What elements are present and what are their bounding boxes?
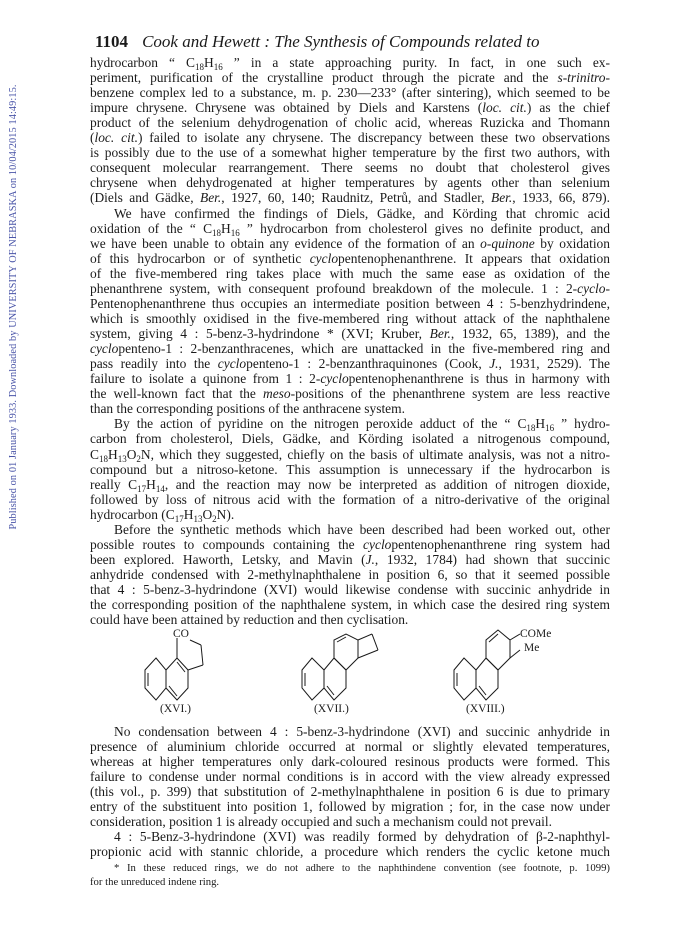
text-line: consideration, position 1 is already occupied and such a mechanism could not prevail.: [90, 814, 552, 829]
text-line: compound but a nitroso-ketone. This assumption is unnecessary if the hydrocarbon is: [90, 462, 610, 477]
download-watermark: Published on 01 January 1933. Downloaded by UNIVERSITY OF NEBRASKA on 10/04/2015 14:49:15.: [8, 84, 19, 530]
footnote-line: for the unreduced indene ring.: [90, 876, 220, 888]
structure-xvii: [282, 628, 392, 723]
text-line: impure chrysene. Chrysene was obtained by Diels and Karstens (loc. cit.) as the chief: [90, 100, 610, 115]
text-line: failure to condense under normal conditions is in accord with the view already expressed: [90, 769, 610, 784]
text-line: consequent molecular rearrangement. There seems no doubt that cholesterol gives: [90, 160, 610, 175]
structure-xviii-come: COMe: [520, 628, 552, 640]
text-line: pass readily into the cyclopenteno-1 : 2-benzanthraquinones (Cook, J., 1931, 2529). The: [90, 356, 610, 371]
structure-xviii: [440, 622, 600, 723]
text-line: benzene complex led to a substance, m. p. 230—233° (after sintering), which seemed to be: [90, 85, 610, 100]
structure-xvi-co: CO: [173, 628, 189, 640]
text-line: Pentenophenanthrene thus occupies an intermediate position between 4 : 5-benzhydrindene,: [90, 296, 610, 311]
text-line: (Diels and Gädke, Ber., 1927, 60, 140; Raudnitz, Petrů, and Stadler, Ber., 1933, 66, 879).: [90, 190, 610, 205]
text-line: cyclopenteno-1 : 2-benzanthracenes, which are unattacked in the five-membered ring and: [90, 341, 610, 356]
text-line: whereas at higher temperatures only dark-coloured resinous products were formed. This: [90, 754, 610, 769]
text-line: failure to isolate a quinone from 1 : 2-cyclopentenophenanthrene is thus in harmony with: [90, 371, 610, 386]
structure-xvii-label: (XVII.): [314, 703, 349, 715]
text-line: which is smoothly oxidised in the five-membered ring without attack of the naphthalene: [90, 311, 610, 326]
text-line: system, giving 4 : 5-benz-3-hydrindone * (XVI; Kruber, Ber., 1932, 65, 1389), and the: [90, 326, 610, 341]
structure-xvi-label: (XVI.): [160, 703, 191, 715]
text-line: the well-known fact that the meso-positions of the phenanthrene system are less reactive: [90, 386, 610, 401]
text-line: of the five-membered ring takes place with much the same ease as oxidation of the: [90, 266, 610, 281]
text-line: really $C_{17}H_{14}$, and the reaction may now be interpreted as addition of nitrogen dioxide,: [90, 477, 610, 494]
running-header: [95, 32, 625, 52]
structure-xviii-me: Me: [524, 642, 540, 654]
text-line: of this hydrocarbon or of synthetic cyclopentenophenanthrene. It appears that oxidation: [90, 251, 610, 266]
text-line: By the action of pyridine on the nitrogen peroxide adduct of the “ $C_{18}H_{16}$ ” hydro-: [114, 416, 611, 433]
text-line: (this vol., p. 399) that substitution of 2-methylnaphthalene in position 6 is due to primary: [90, 784, 610, 799]
text-line: oxidation of the “ $C_{18}H_{16}$ ” hydrocarbon from cholesterol gives no definite product, and: [90, 221, 610, 238]
text-line: (loc. cit.) failed to isolate any chrysene. The discrepancy between these two observations: [90, 130, 610, 145]
text-line: propionic acid with stannic chloride, a procedure which renders the cyclic ketone much: [90, 844, 610, 859]
text-line: followed by loss of nitrous acid with the formation of a nitro-derivative of the original: [90, 492, 610, 507]
text-line: carbon from cholesterol, Diels, Gädke, and Körding isolated a nitrogenous compound,: [90, 431, 610, 446]
text-line: No condensation between 4 : 5-benz-3-hydrindone (XVI) and succinic anhydride in: [114, 724, 610, 739]
text-line: been explored. Haworth, Letsky, and Mavin (J., 1932, 1784) had shown that succinic: [90, 552, 610, 567]
text-line: periment, purification of the crystalline product through the picrate and the s-trinitro-: [90, 70, 610, 85]
text-line: is possibly due to the use of a somewhat higher temperature by the first two authors, with: [90, 145, 610, 160]
running-title: Cook and Hewett : The Synthesis of Compounds related to: [142, 32, 540, 51]
text-line: that 4 : 5-benz-3-hydrindone (XVI) would likewise condense with succinic anhydride in: [90, 582, 610, 597]
text-line: $C_{18}H_{13}O_2N$, which they suggested, chiefly on the basis of ultimate analysis, was not a nitro-: [90, 447, 610, 464]
text-line: phenanthrene system, with consequent profound breakdown of the molecule. 1 : 2-cyclo-: [90, 281, 610, 296]
text-line: hydrocarbon “ $C_{18}H_{16}$ ” in a state approaching purity. In fact, in one such ex-: [90, 55, 610, 72]
text-line: 4 : 5-Benz-3-hydrindone (XVI) was readily formed by dehydration of β-2-naphthyl-: [114, 829, 610, 844]
text-line: presence of aluminium chloride occurred at normal or slightly elevated temperatures,: [90, 739, 610, 754]
text-line: we have been unable to obtain any evidence of the formation of an o-quinone by oxidation: [90, 236, 610, 251]
page-number: 1104: [95, 32, 129, 51]
text-line: than the corresponding positions of the anthracene system.: [90, 401, 405, 416]
text-line: the corresponding position of the naphthalene system, in which case the desired ring system: [90, 597, 610, 612]
structure-xviii-label: (XVIII.): [466, 703, 505, 715]
text-line: hydrocarbon $(C_{17}H_{13}O_2N)$.: [90, 507, 235, 524]
text-line: Before the synthetic methods which have been described had been worked out, other: [114, 522, 610, 537]
text-line: entry of the substituent into position 1, followed by migration ; for, in the case now under: [90, 799, 610, 814]
structure-xvi: [128, 628, 228, 723]
text-line: We have confirmed the findings of Diels, Gädke, and Körding that chromic acid: [114, 206, 610, 221]
text-line: product of the selenium dehydrogenation of cholic acid, whereas Ruzicka and Thomann: [90, 115, 610, 130]
text-line: possible routes to compounds containing the cyclopentenophenanthrene ring system had: [90, 537, 610, 552]
footnote-line: * In these reduced rings, we do not adhere to the naphthindene convention (see footnote, p. 1099): [114, 862, 610, 874]
text-line: anhydride condensed with 2-methylnaphthalene in position 6, so that it seemed possible: [90, 567, 610, 582]
text-line: could have been attained by reduction and then cyclisation.: [90, 612, 409, 627]
text-line: chrysene when dehydrogenated at higher temperatures by agents other than selenium: [90, 175, 610, 190]
